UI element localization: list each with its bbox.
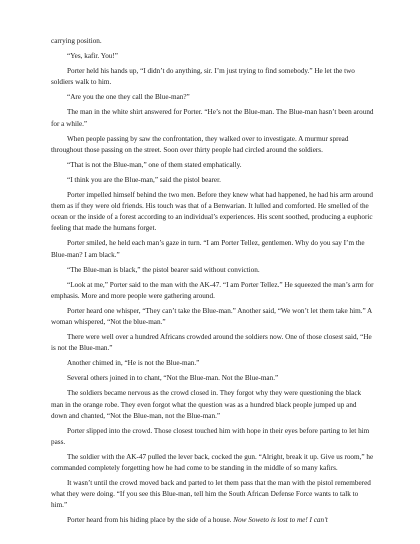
paragraph: It wasn’t until the crowd moved back and parted to let them pass that the man with the pistol remembered what they were doing. “If you see this Blue-man, tell him the South African Defense Force wants to talk to him.” [51,479,371,510]
paragraph: There were well over a hundred Africans crowded around the soldiers now. One of those closest said, “He is not the Blue-man.” [51,333,372,353]
paragraph: “Look at me,” Porter said to the man with the AK-47. “I am Porter Tellez.” He squeezed the man’s arm for emphasis. More and more people were gathering around. [51,280,374,300]
paragraph: The soldier with the AK-47 pulled the lever back, cocked the gun. “Alright, break it up. Give us room,” he commanded completely forgetting how he had come to be standing in the middle of so many kafirs. [51,452,374,472]
paragraph: “The Blue-man is black,” the pistol bearer said without conviction. [67,265,260,274]
paragraph: When people passing by saw the confrontation, they walked over to investigate. A murmur spread throughout those passing on the street. Soon over thirty people had circled around the soldiers. [51,134,349,154]
paragraph-last [51,515,374,526]
paragraph: Porter slipped into the crowd. Those closest touched him with hope in their eyes before parting to let him pass. [51,426,370,446]
paragraph-last-text: Porter heard from his hiding place by the side of a house. [67,516,234,525]
paragraph: Porter smiled, he held each man’s gaze in turn. “I am Porter Tellez, gentlemen. Why do you say I’m the Blue-man? I am black.” [51,239,365,259]
paragraph: Porter heard one whisper, “They can’t take the Blue-man.” Another said, “We won’t let them take him.” A woman whispered, “Not the blue-man.” [51,306,372,326]
paragraph: “That is not the Blue-man,” one of them stated emphatically. [67,160,242,169]
paragraph: Several others joined in to chant, “Not the Blue-man. Not the Blue-man.” [67,374,279,383]
paragraph-last-italic-text: Now Soweto is lost to me! I can’t [233,516,328,525]
paragraph: The soldiers became nervous as the crowd closed in. They forgot why they were questioning the black man in the orange robe. They even forgot what the question was as a hundred black people jumped up and down and chanted, “Not the Blue-man, not the Blue-man.” [51,389,362,420]
paragraph: Porter impelled himself behind the two men. Before they knew what had happened, he had his arm around them as if they were old friends. His touch was that of a Benwarian. It lulled and comforted. He smelled of the ocean or the inside of a forest according to an individual’s experiences. His scent soothed, producing a euphoric feeling that made the humans forget. [51,191,373,233]
paragraph: “Are you the one they call the Blue-man?” [67,93,190,102]
paragraph: “I think you are the Blue-man,” said the pistol bearer. [67,175,221,184]
paragraph: “Yes, kafir. You!” [67,52,118,61]
paragraph: The man in the white shirt answered for Porter. “He’s not the Blue-man. The Blue-man hasn’t been around for a while.” [51,108,374,128]
paragraph: carrying position. [51,37,102,45]
paragraph: Porter held his hands up, “I didn’t do anything, sir. I’m just trying to find somebody.” He let the two soldiers walk to him. [51,67,355,87]
paragraph: Another chimed in, “He is not the Blue-man.” [67,359,200,368]
body-text [51,36,374,526]
